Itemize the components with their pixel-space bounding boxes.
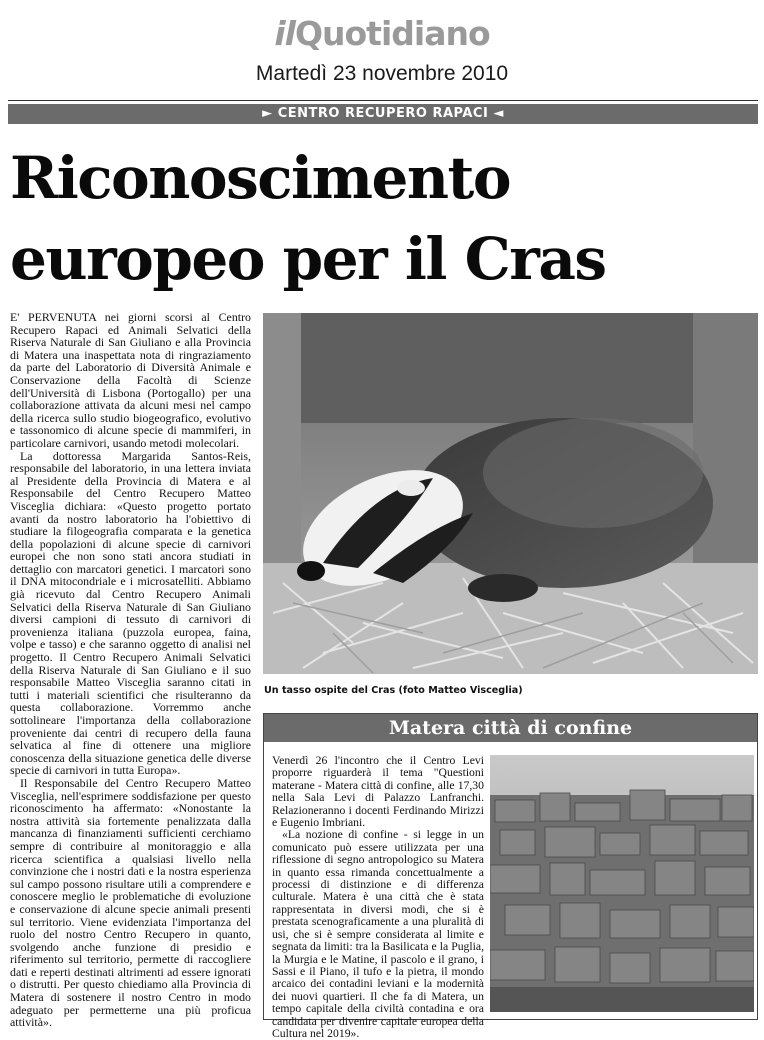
sidebar-title: Matera città di confine	[264, 714, 757, 742]
sidebar-body	[272, 755, 484, 1040]
headline-line-2: europeo per il Cras	[10, 225, 606, 293]
badger-photo	[263, 313, 758, 674]
top-rule	[8, 100, 758, 101]
badger-photo-image	[263, 313, 758, 674]
headline	[10, 138, 760, 300]
sidebar-paragraph: «La nozione di confine - si legge in un comunicato può essere utilizzata per una riflessione di segno antropologico su Matera in quanto essa rimanda concettualmente a processi di distinzione e di differenza culturale. Matera è una città che è stata rappresentata in diversi modi, che si è prestata scenograficamente a una pluralità di usi, che si è sempre considerata al limite e segnata da limiti: tra la Basilicata e la Puglia, la Murgia e le Matine, il pascolo e il grano, i Sassi e il Piano, il tufo e la pietra, il mondo arcaico dei contadini leviani e la modernità dei nuovi quartieri. Il che fa di Matera, un tempo capitale della civiltà contadina e ora candidata per divenire capitale europea della Cultura nel 2019».	[272, 828, 484, 1040]
article-body	[10, 311, 251, 1029]
article-paragraph: Il Responsabile del Centro Recupero Matteo Visceglia, nell'esprimere soddisfazione per questo riconoscimento ha affermato: «Nonostante la nostra attività sia fortemente penalizzata dalla mancanza di finanziamenti sufficienti cerchiamo sempre di contribuire al monitoraggio e alla ricerca scientifica a qualsiasi livello nella convinzione che i nostri dati e la nostra esperienza sul campo possono risultare utili a comprendere e conoscere meglio le problematiche di evoluzione e conservazione di alcune specie animali presenti sul territorio. Viene evidenziata l'importanza del ruolo del nostro Centro Recupero in quanto, svolgendo anche funzione di presidio e riferimento sul territorio, permette di raccogliere dati e reperti destinati altrimenti ad essere ignorati o distrutti. Per questo chiediamo alla Provincia di Matera di sostenere il nostro Centro in modo adeguato per permetterne una più proficua attività».	[10, 775, 251, 1030]
issue-date: Martedì 23 novembre 2010	[255, 62, 509, 85]
sassi-matera-image	[490, 755, 754, 1012]
headline-line-1: Riconoscimento	[10, 144, 511, 212]
sidebar-paragraph: Venerdì 26 l'incontro che il Centro Levi proporre riguarderà il tema "Questioni materane - Matera città di confine, alle 17,30 nella Sala Levi di Palazzo Lanfranchi. Relazioneranno i docenti Ferdinando Mirizzi e Eugenio Imbriani.	[272, 754, 484, 830]
section-bar	[8, 104, 758, 124]
article-paragraph: La dottoressa Margarida Santos-Reis, responsabile del laboratorio, in una lettera inviata al Presidente della Provincia di Matera e al Responsabile del Centro Recupero Matteo Visceglia dichiara: «Questo progetto portato avanti da nostro laboratorio ha l'obiettivo di studiare la filogeografia comparata e la genetica della popolazioni di alcune specie di carnivori europei che non sono stati ancora studiati in dettaglio con marcatori genetici. I marcatori sono il DNA mitocondriale e i microsatelliti. Abbiamo già ricevuto dal Centro Recupero Animali Selvatici della Riserva Naturale di San Giuliano diversi campioni di tessuto di carnivori di provenienza italiana (puzzola europea, faina, volpe e tasso) e che saranno oggetto di analisi nel progetto. Il Centro Recupero Animali Selvatici della Riserva Naturale di San Giuliano e il suo responsabile Matteo Visceglia saranno citati in tutti i materiali scientifici che risulteranno da questa collaborazione. Vorremmo anche sottolineare l'importanza della collaborazione proveniente dai centri di recupero della fauna selvatica al fine di ottenere una migliore conoscenza della situazione genetica delle diverse specie di carnivori in tutta Europa».	[10, 448, 251, 778]
masthead-il: il	[274, 14, 295, 53]
article-paragraph: E' PERVENUTA nei giorni scorsi al Centro Recupero Rapaci ed Animali Selvatici della Riserva Naturale di San Giuliano e alla Provincia di Matera una inaspettata nota di ringraziamento da parte del Laboratorio di Diversità Animale e Conservazione della Facoltà di Scienze dell'Università di Lisbona (Portogallo) per una collaborazione attivata da alcuni mesi nel campo della ricerca sullo studio biogeografico, evolutivo e tassonomico di alcune specie di mammiferi, in particolare carnivori, usando metodi molecolari.	[10, 310, 251, 450]
section-label: CENTRO RECUPERO RAPACI	[277, 106, 489, 121]
newspaper-masthead	[0, 14, 764, 53]
arrow-right-icon: ►	[262, 106, 273, 121]
sassi-matera-photo	[490, 755, 754, 1012]
photo-caption: Un tasso ospite del Cras (foto Matteo Visceglia)	[264, 685, 523, 696]
masthead-name: Quotidiano	[294, 14, 490, 53]
arrow-left-icon: ◄	[493, 106, 504, 121]
